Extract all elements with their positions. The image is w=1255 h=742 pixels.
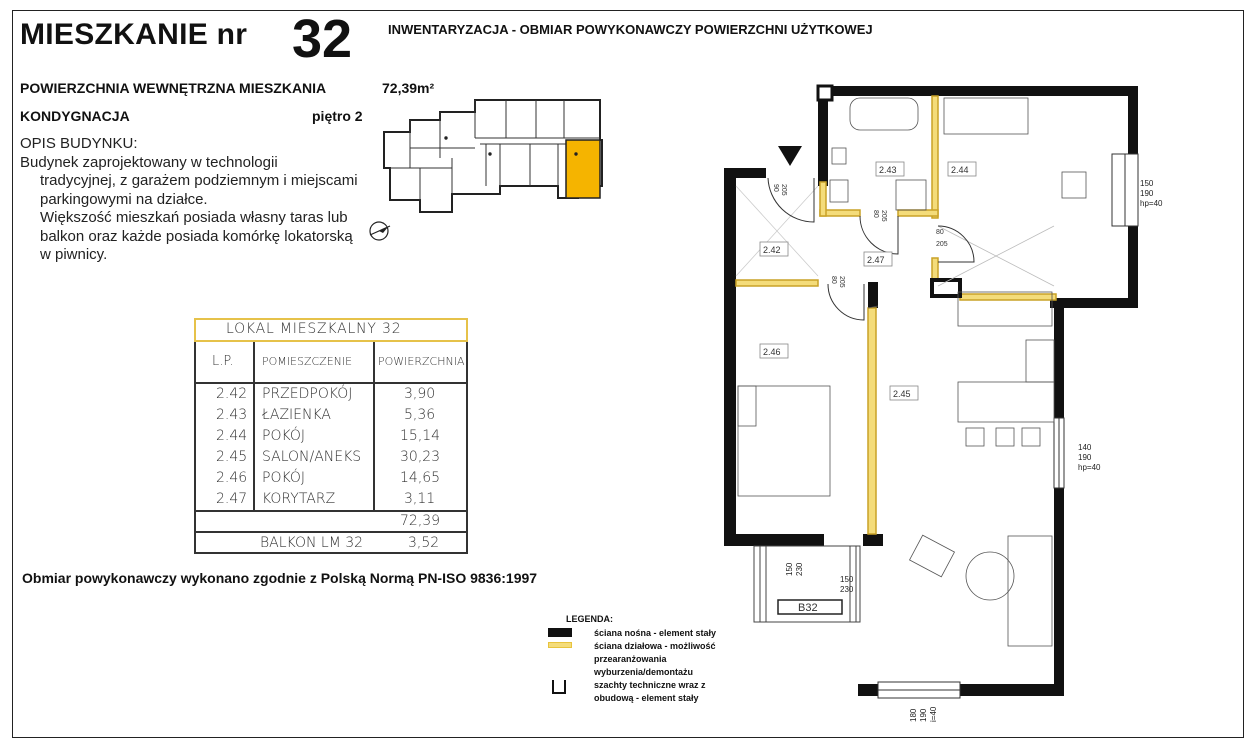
svg-text:230: 230 xyxy=(840,585,854,594)
table-title: LOKAL MIESZKALNY 32 xyxy=(226,321,402,337)
legend-title: LEGENDA: xyxy=(566,614,613,624)
svg-text:180: 180 xyxy=(909,708,918,722)
floor-label: KONDYGNACJA xyxy=(20,108,130,124)
floor-value: piętro 2 xyxy=(312,108,363,124)
building-description xyxy=(20,135,365,265)
room-label-2-46: 2.46 xyxy=(763,347,781,357)
description-heading: OPIS BUDYNKU: xyxy=(20,135,138,152)
svg-text:150: 150 xyxy=(785,562,794,576)
col-header-lp: L.P. xyxy=(212,354,234,369)
svg-text:80: 80 xyxy=(936,229,944,236)
svg-text:205: 205 xyxy=(936,241,948,248)
technical-shaft xyxy=(932,280,960,296)
svg-text:230: 230 xyxy=(795,562,804,576)
area-label: POWIERZCHNIA WEWNĘTRZNA MIESZKANIA xyxy=(20,80,327,96)
legend-partition-swatch xyxy=(548,642,572,648)
svg-text:205: 205 xyxy=(780,184,787,196)
apartment-32-highlight xyxy=(566,140,600,198)
svg-text:205: 205 xyxy=(838,276,845,288)
legend-load-bearing: ściana nośna - element stały xyxy=(594,628,717,638)
svg-text:150: 150 xyxy=(840,575,854,584)
col-header-area: POWIERZCHNIA xyxy=(378,355,465,368)
svg-text:80: 80 xyxy=(872,210,879,218)
floor-key-plan xyxy=(380,88,610,218)
col-header-room: POMIESZCZENIE xyxy=(262,355,353,368)
balcony-label: B32 xyxy=(798,602,818,614)
description-line: balkon oraz każde posiada komórkę lokatorską xyxy=(40,227,353,245)
apartment-number: 32 xyxy=(292,9,353,69)
description-line: Większość mieszkań posiada własny taras lub xyxy=(40,209,348,226)
legend-partition-line: ściana działowa - możliwość xyxy=(594,641,716,651)
area-value: 72,39m² xyxy=(382,80,435,96)
north-arrow-icon xyxy=(366,218,392,244)
svg-text:hp=40: hp=40 xyxy=(1078,463,1101,472)
entrance-arrow-icon xyxy=(778,146,802,166)
legend-shaft-line: obudową - element stały xyxy=(594,693,699,703)
svg-text:i=40: i=40 xyxy=(929,706,938,722)
room-label-2-43: 2.43 xyxy=(879,165,897,175)
svg-text:190: 190 xyxy=(1078,453,1092,462)
svg-text:150: 150 xyxy=(1140,179,1154,188)
legend-partition-line: przearanżowania xyxy=(594,654,667,664)
legend-shaft-swatch xyxy=(552,680,566,694)
legend-partition-line: wyburzenia/demontażu xyxy=(594,667,694,677)
svg-text:190: 190 xyxy=(1140,189,1154,198)
legend-shaft-line: szachty techniczne wraz z xyxy=(594,680,706,690)
room-label-2-44: 2.44 xyxy=(951,165,969,175)
balcony-label: BALKON LM 32 xyxy=(260,535,364,551)
svg-text:205: 205 xyxy=(880,210,887,222)
legend-load-bearing-swatch xyxy=(548,628,572,637)
room-label-2-42: 2.42 xyxy=(763,245,781,255)
page-subtitle: INWENTARYZACJA - OBMIAR POWYKONAWCZY POWIERZCHNI UŻYTKOWEJ xyxy=(388,22,873,37)
svg-text:90: 90 xyxy=(772,184,779,192)
room-label-2-45: 2.45 xyxy=(893,389,911,399)
svg-text:hp=40: hp=40 xyxy=(1140,199,1163,208)
description-line: w piwnicy. xyxy=(40,246,108,263)
rooms-table: LOKAL MIESZKALNY 32 L.P. POMIESZCZENIE POWIERZCHNIA 2.42 PRZEDPOKÓJ 3,90 2.43 ŁAZIENKA 5,36 2.44 POKÓJ 15,14 2.45 SALON/ANEKS 30,23 2.46 POKÓJ 14,65 2.47 KORYTARZ 3,11 72,39 BALKON LM 32 3,52 xyxy=(194,318,468,554)
svg-text:80: 80 xyxy=(830,276,837,284)
description-line: tradycyjnej, z garażem podziemnym i miejscami xyxy=(40,172,358,189)
description-line: parkingowymi na działce. xyxy=(40,190,208,208)
svg-text:190: 190 xyxy=(919,708,928,722)
svg-text:140: 140 xyxy=(1078,443,1092,452)
balcony-value: 3,52 xyxy=(408,535,440,551)
floor-plan xyxy=(700,76,1180,736)
table-total: 72,39 xyxy=(400,513,441,529)
norm-note: Obmiar powykonawczy wykonano zgodnie z Polską Normą PN-ISO 9836:1997 xyxy=(22,570,538,586)
description-line: Budynek zaprojektowany w technologii xyxy=(20,153,278,171)
room-label-2-47: 2.47 xyxy=(867,255,885,265)
page-title: MIESZKANIE nr xyxy=(20,18,248,51)
